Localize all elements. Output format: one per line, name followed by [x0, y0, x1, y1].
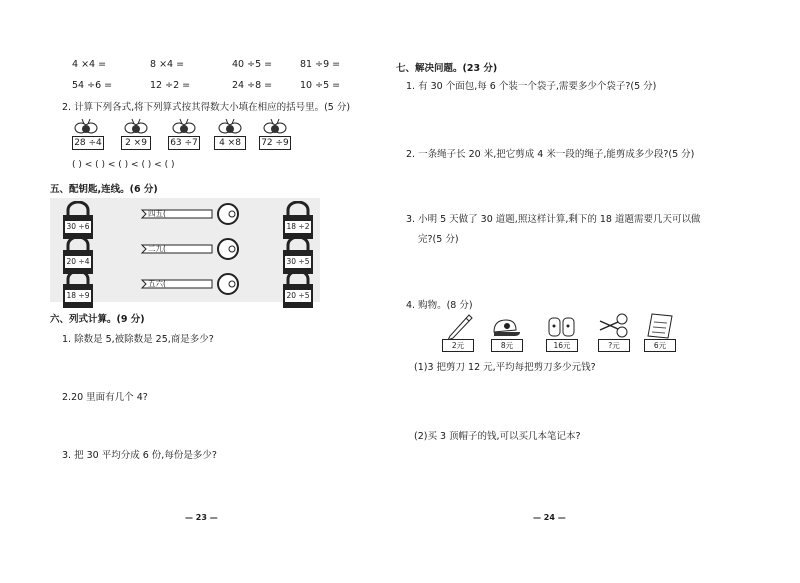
page-number-left: — 23 —	[185, 513, 218, 522]
key-3[interactable]: 五六(	[140, 273, 250, 295]
price-scissors: ?元	[598, 339, 630, 352]
s7-question-4: 4. 购物。(8 分)	[406, 300, 473, 311]
s7-question-3-line2: 完?(5 分)	[418, 234, 459, 245]
price-notebook: 6元	[644, 339, 676, 352]
bee-icon	[122, 118, 150, 136]
q2-expr-1: 28 ÷4	[72, 136, 104, 150]
section-7-title: 七、解决问题。(23 分)	[396, 63, 498, 74]
s6-question-2: 2.20 里面有几个 4?	[62, 392, 148, 403]
oral-calc-1-1: 4 ×4 =	[72, 59, 107, 70]
price-gloves: 16元	[546, 339, 578, 352]
price-cap: 8元	[491, 339, 523, 352]
q2-title: 2. 计算下列各式,将下列算式按其得数大小填在相应的括号里。(5 分)	[62, 102, 351, 113]
oral-calc-2-2: 12 ÷2 =	[150, 80, 191, 91]
s6-question-3: 3. 把 30 平均分成 6 份,每份是多少?	[62, 450, 217, 461]
key-1[interactable]: 四五(	[140, 203, 250, 225]
oral-calc-1-2: 8 ×4 =	[150, 59, 185, 70]
q2-expr-5: 72 ÷9	[259, 136, 291, 150]
page-number-right: — 24 —	[533, 513, 566, 522]
oral-calc-2-4: 10 ÷5 =	[300, 80, 341, 91]
q2-expr-3: 63 ÷7	[168, 136, 200, 150]
oral-calc-1-4: 81 ÷9 =	[300, 59, 341, 70]
bee-icon	[72, 118, 100, 136]
s6-question-1: 1. 除数是 5,被除数是 25,商是多少?	[62, 334, 214, 345]
s7-question-1: 1. 有 30 个面包,每 6 个装一个袋子,需要多少个袋子?(5 分)	[406, 81, 657, 92]
s7-q4-sub-1: (1)3 把剪刀 12 元,平均每把剪刀多少元钱?	[414, 362, 596, 373]
scissors-icon	[598, 310, 630, 340]
oral-calc-2-3: 24 ÷8 =	[232, 80, 273, 91]
lock-left-3[interactable]: 18 ÷9	[60, 270, 96, 310]
oral-calc-1-3: 40 ÷5 =	[232, 59, 273, 70]
q2-order-blanks[interactable]: ( ) < ( ) < ( ) < ( ) < ( )	[72, 160, 175, 170]
bee-icon	[261, 118, 289, 136]
cap-icon	[490, 310, 522, 340]
s7-question-3-line1: 3. 小明 5 天做了 30 道题,照这样计算,剩下的 18 道题需要几天可以做	[406, 214, 701, 225]
lock-left-2[interactable]: 20 ÷4	[60, 236, 96, 276]
oral-calc-2-1: 54 ÷6 =	[72, 80, 113, 91]
section-6-title: 六、列式计算。(9 分)	[50, 314, 145, 325]
bee-icon	[216, 118, 244, 136]
q2-expr-2: 2 ×9	[121, 136, 151, 150]
lock-right-2[interactable]: 30 ÷5	[280, 236, 316, 276]
lock-right-1[interactable]: 18 ÷2	[280, 201, 316, 241]
section-5-title: 五、配钥匙,连线。(6 分)	[50, 184, 158, 195]
pencil-icon	[444, 310, 476, 340]
notebook-icon	[644, 310, 676, 340]
price-pencil: 2元	[442, 339, 474, 352]
key-2[interactable]: 二九(	[140, 238, 250, 260]
gloves-icon	[546, 310, 578, 340]
q2-expr-4: 4 ×8	[214, 136, 246, 150]
lock-left-1[interactable]: 30 ÷6	[60, 201, 96, 241]
bee-icon	[170, 118, 198, 136]
s7-q4-sub-2: (2)买 3 顶帽子的钱,可以买几本笔记本?	[414, 431, 581, 442]
s7-question-2: 2. 一条绳子长 20 米,把它剪成 4 米一段的绳子,能剪成多少段?(5 分)	[406, 149, 695, 160]
lock-right-3[interactable]: 20 ÷5	[280, 270, 316, 310]
